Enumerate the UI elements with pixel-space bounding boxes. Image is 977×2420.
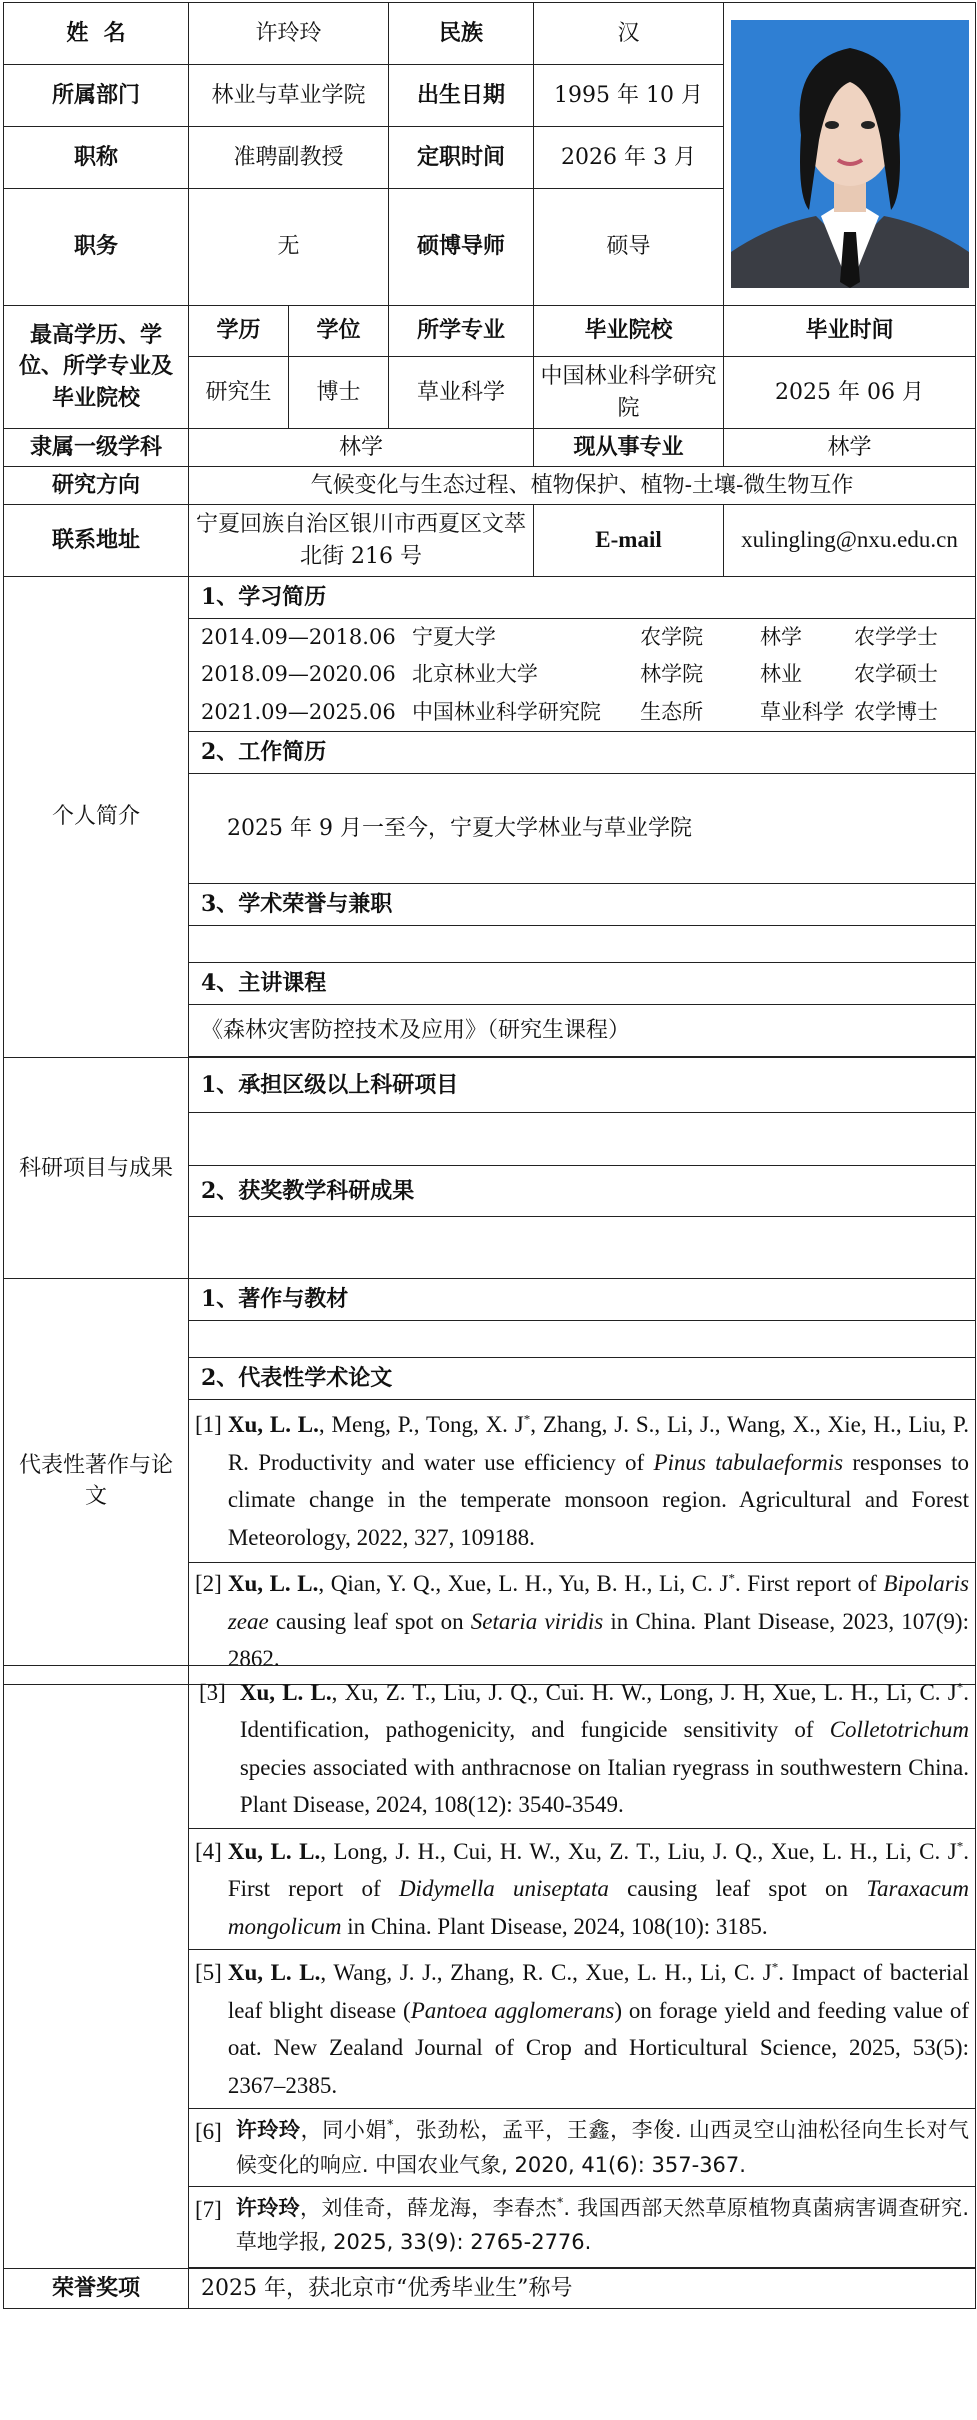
paper-4: [4] Xu, L. L., Long, J. H., Cui, H. W., Xu, Z. T., Liu, J. Q., Xue, L. H., Li, C. J*. First report of Didymella uniseptata causing leaf spot on Taraxacum mongolicum in China. Plant Disease, 2024, 108(10): 3185.	[189, 1828, 976, 1949]
post-value: 无	[189, 189, 389, 306]
fixdate-label: 定职时间	[389, 127, 534, 189]
edu-major: 草业科学	[389, 357, 534, 429]
paper-2: [2] Xu, L. L., Qian, Y. Q., Xue, L. H., Yu, B. H., Li, C. J*. First report of Bipolaris zeae causing leaf spot on Setaria viridis in China. Plant Disease, 2023, 107(9): 2862.	[189, 1563, 976, 1684]
email-label: E-mail	[534, 505, 724, 577]
paper-3: [3] Xu, L. L., Xu, Z. T., Liu, J. Q., Cui. H. W., Long, J. H, Xue, L. H., Li, C. J*. Identification, pathogenicity, and fungicide sensitivity of Colletotrichum species associated with anthracnose on Italian ryegrass in southwestern China. Plant Disease, 2024, 108(12): 3540-3549.	[189, 1666, 976, 1829]
contact-label: 联系地址	[4, 505, 189, 577]
edu-header-major: 所学专业	[389, 306, 534, 357]
edu-degree: 研究生	[189, 357, 289, 429]
education-label: 最高学历、学位、所学专业及毕业院校	[4, 306, 189, 429]
honor-content	[189, 926, 976, 963]
paper-5: [5] Xu, L. L., Wang, J. J., Zhang, R. C., Xue, L. H., Li, C. J*. Impact of bacterial leaf blight disease (Pantoea agglomerans) on forage yield and feeding value of oat. New Zealand Journal of Crop and Horticultural Science, 2025, 53(5): 2367–2385.	[189, 1950, 976, 2109]
projects-content-2	[189, 1217, 976, 1279]
research-label: 研究方向	[4, 467, 189, 505]
course-content: 《森林灾害防控技术及应用》（研究生课程）	[189, 1005, 976, 1057]
projects-title-2: 2、获奖教学科研成果	[189, 1166, 976, 1217]
discipline-value: 林学	[189, 429, 534, 467]
study-row: 2018.09—2020.06 北京林业大学 林学院 林业 农学硕士	[201, 662, 938, 687]
resume-table-page2	[3, 1665, 976, 2309]
edu-time: 2025 年 06 月	[724, 357, 976, 429]
study-history	[189, 619, 976, 732]
edu-header-level: 学位	[289, 306, 389, 357]
edu-header-time: 毕业时间	[724, 306, 976, 357]
post-label: 职务	[4, 189, 189, 306]
projects-content-1	[189, 1113, 976, 1166]
course-title: 4、主讲课程	[189, 963, 976, 1005]
edu-header-degree: 学历	[189, 306, 289, 357]
edu-school: 中国林业科学研究院	[534, 357, 724, 429]
birth-value: 1995 年 10 月	[534, 65, 724, 127]
title-label: 职称	[4, 127, 189, 189]
projects-title-1: 1、承担区级以上科研项目	[189, 1058, 976, 1113]
birth-label: 出生日期	[389, 65, 534, 127]
resume-table-page1	[3, 2, 976, 1685]
photo-cell	[724, 3, 976, 306]
work-history: 2025 年 9 月一至今，宁夏大学林业与草业学院	[189, 774, 976, 884]
edu-header-school: 毕业院校	[534, 306, 724, 357]
paper-7: [7] 许玲玲，刘佳奇，薛龙海，李春杰*. 我国西部天然草原植物真菌病害调查研究. 草地学报, 2025, 33(9): 2765-2776.	[189, 2186, 976, 2267]
discipline-label: 隶属一级学科	[4, 429, 189, 467]
work-title: 2、工作简历	[189, 732, 976, 774]
books-content	[189, 1321, 976, 1358]
email-value: xulingling@nxu.edu.cn	[724, 505, 976, 577]
edu-level: 博士	[289, 357, 389, 429]
dept-value: 林业与草业学院	[189, 65, 389, 127]
contact-address: 宁夏回族自治区银川市西夏区文萃北街 216 号	[189, 505, 534, 577]
ethnicity-label: 民族	[389, 3, 534, 65]
supervisor-label: 硕博导师	[389, 189, 534, 306]
portrait-photo	[731, 20, 969, 288]
projects-label: 科研项目与成果	[4, 1058, 189, 1279]
award-label: 荣誉奖项	[4, 2269, 189, 2309]
papers-title: 2、代表性学术论文	[189, 1358, 976, 1400]
paper-1: [1] Xu, L. L., Meng, P., Tong, X. J*, Zhang, J. S., Li, J., Wang, X., Xie, H., Liu, P. R. Productivity and water use efficiency of Pinus tabulaeformis responses to climate change in the temperate monsoon region. Agricultural and Forest Meteorology, 2022, 327, 109188.	[189, 1400, 976, 1563]
name-label: 姓 名	[4, 3, 189, 65]
research-value: 气候变化与生态过程、植物保护、植物-土壤-微生物互作	[189, 467, 976, 505]
current-major-label: 现从事专业	[534, 429, 724, 467]
study-row: 2014.09—2018.06 宁夏大学 农学院 林学 农学学士	[201, 625, 938, 649]
papers-label: 代表性著作与论文	[4, 1279, 189, 1684]
books-title: 1、著作与教材	[189, 1279, 976, 1321]
ethnicity-value: 汉	[534, 3, 724, 65]
profile-label: 个人简介	[4, 577, 189, 1058]
name-value: 许玲玲	[189, 3, 389, 65]
supervisor-value: 硕导	[534, 189, 724, 306]
fixdate-value: 2026 年 3 月	[534, 127, 724, 189]
current-major-value: 林学	[724, 429, 976, 467]
study-title: 1、学习简历	[189, 577, 976, 619]
title-value: 准聘副教授	[189, 127, 389, 189]
dept-label: 所属部门	[4, 65, 189, 127]
award-value: 2025 年，获北京市“优秀毕业生”称号	[189, 2269, 976, 2309]
study-row: 2021.09—2025.06 中国林业科学研究院 生态所 草业科学 农学博士	[201, 699, 938, 724]
papers-cont-label	[4, 1666, 189, 2269]
honor-title: 3、学术荣誉与兼职	[189, 884, 976, 926]
paper-6: [6] 许玲玲，同小娟*，张劲松，孟平，王鑫，李俊. 山西灵空山油松径向生长对气候变化的响应. 中国农业气象, 2020, 41(6): 357-367.	[189, 2109, 976, 2186]
